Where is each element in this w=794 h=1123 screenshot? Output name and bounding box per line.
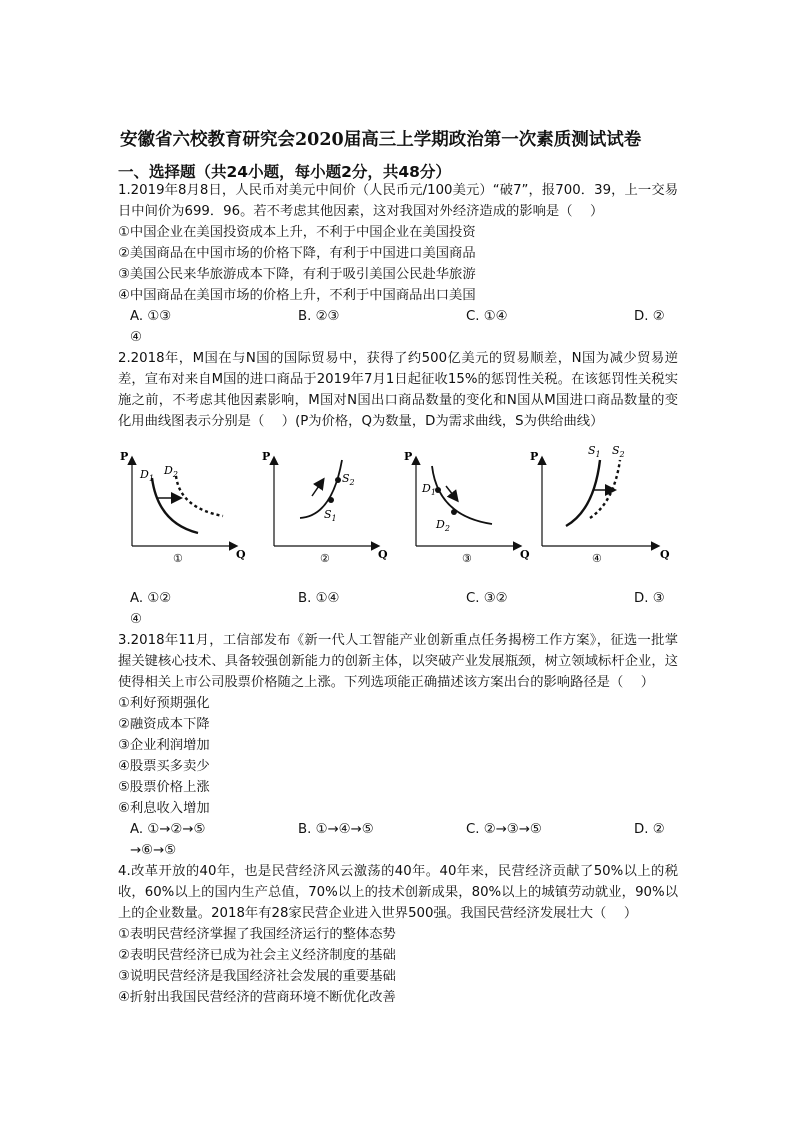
option-3: ③企业利润增加 xyxy=(118,738,210,753)
axis-q-label: Q xyxy=(520,548,530,561)
axis-p-label: P xyxy=(530,450,539,463)
option-3: ③说明民营经济是我国经济社会发展的重要基础 xyxy=(118,969,396,984)
point-s2 xyxy=(335,477,341,483)
svg-text:S2 xyxy=(612,444,625,459)
curve-label-1: D xyxy=(140,468,149,481)
point-label-d1: D xyxy=(422,482,431,495)
axis-q-label: Q xyxy=(378,548,388,561)
option-3: ③美国公民来华旅游成本下降，有利于吸引美国公民赴华旅游 xyxy=(118,267,476,282)
curve-label-1-sub: 1 xyxy=(595,450,601,459)
choice-d-continued: →⑥→⑤ xyxy=(130,843,177,858)
demand-curve xyxy=(432,466,492,524)
svg-text:S1 xyxy=(588,444,601,459)
choice-d-continued: ④ xyxy=(130,330,142,345)
axis-p-label: P xyxy=(262,450,271,463)
point-label-s2-sub: 2 xyxy=(349,478,355,487)
choice-d[interactable]: D. ③ xyxy=(634,591,665,606)
graph-number: ① xyxy=(173,552,183,565)
axis-q-label: Q xyxy=(236,548,246,561)
answer-choices xyxy=(118,819,678,840)
movement-arrow xyxy=(312,480,323,496)
svg-text:D1 xyxy=(139,468,154,483)
graph-4 xyxy=(528,438,678,583)
axis-q-label: Q xyxy=(660,548,670,561)
svg-text:D2 xyxy=(163,464,178,479)
point-label-d2: D xyxy=(436,518,445,531)
option-2: ②表明民营经济已成为社会主义经济制度的基础 xyxy=(118,948,396,963)
curve-d1 xyxy=(152,478,198,533)
graph-2 xyxy=(260,438,395,583)
choice-a[interactable]: A. ①② xyxy=(130,591,172,606)
svg-text:S2 xyxy=(342,472,355,487)
question-3-stem: 3.2018年11月，工信部发布《新一代人工智能产业创新重点任务揭榜工作方案》，征选一批掌握关键核心技术、具备较强创新能力的创新主体，以突破产业发展瓶颈，树立领域标杆企业，这使得相关上市公司股票价格随之上涨。下列选项能正确描述该方案出台的影响路径是（ ） xyxy=(118,633,678,690)
axis-p-label: P xyxy=(404,450,413,463)
option-1: ①利好预期强化 xyxy=(118,696,210,711)
option-2: ②美国商品在中国市场的价格下降，有利于中国进口美国商品 xyxy=(118,246,476,261)
movement-arrow xyxy=(446,486,457,500)
curve-label-2: S xyxy=(612,444,620,457)
option-4: ④中国商品在美国市场的价格上升，不利于中国商品出口美国 xyxy=(118,288,476,303)
graph-number: ③ xyxy=(462,552,472,565)
choice-d[interactable]: D. ② xyxy=(634,822,665,837)
axis-p-label: P xyxy=(120,450,129,463)
answer-choices xyxy=(118,588,678,609)
choice-d[interactable]: D. ② xyxy=(634,309,665,324)
point-label-d1-sub: 1 xyxy=(430,488,436,497)
svg-text:S1 xyxy=(324,508,337,523)
choice-d-continued: ④ xyxy=(130,612,142,627)
curve-s1 xyxy=(566,460,600,526)
page-title: 安徽省六校教育研究会2020届高三上学期政治第一次素质测试试卷 xyxy=(120,130,642,150)
supply-curve xyxy=(300,460,342,518)
choice-b[interactable]: B. ①④ xyxy=(298,591,340,606)
choice-a[interactable]: A. ①→②→⑤ xyxy=(130,822,206,837)
svg-text:D2 xyxy=(435,518,450,533)
option-5: ⑤股票价格上涨 xyxy=(118,780,210,795)
question-1 xyxy=(118,180,678,348)
question-1-stem: 1.2019年8月8日，人民币对美元中间价（人民币元/100美元）“破7”，报700．39，上一交易日中间价为699．96。若不考虑其他因素，这对我国对外经济造成的影响是（ ） xyxy=(118,183,678,219)
curve-label-2-sub: 2 xyxy=(619,450,625,459)
choice-c[interactable]: C. ①④ xyxy=(466,309,508,324)
curve-label-1-sub: 1 xyxy=(148,474,154,483)
question-4-stem: 4.改革开放的40年，也是民营经济风云激荡的40年。40年来，民营经济贡献了50%以上的税收，60%以上的国内生产总值，70%以上的技术创新成果，80%以上的城镇劳动就业，90%以上的企业数量。2018年有28家民营企业进入世界500强。我国民营经济发展壮大（ ） xyxy=(118,864,678,921)
point-d2 xyxy=(451,509,457,515)
option-4: ④折射出我国民营经济的营商环境不断优化改善 xyxy=(118,990,396,1005)
option-1: ①表明民营经济掌握了我国经济运行的整体态势 xyxy=(118,927,396,942)
questions xyxy=(118,180,678,1008)
point-s1 xyxy=(328,497,334,503)
answer-choices xyxy=(118,306,678,327)
question-2-stem: 2.2018年，M国在与N国的国际贸易中，获得了约500亿美元的贸易顺差，N国为减少贸易逆差，宣布对来自M国的进口商品于2019年7月1日起征收15%的惩罚性关税。在该惩罚性关税实施之前，不考虑其他因素影响，M国对N国出口商品数量的变化和N国从M国进口商品数量的变化用曲线图表示分别是（ ）(P为价格，Q为数量，D为需求曲线，S为供给曲线） xyxy=(118,351,678,429)
choice-b[interactable]: B. ②③ xyxy=(298,309,340,324)
graph-number: ② xyxy=(320,552,330,565)
curve-label-2: D xyxy=(164,464,173,477)
svg-text:D1 xyxy=(421,482,436,497)
choice-c[interactable]: C. ②→③→⑤ xyxy=(466,822,542,837)
graph-3 xyxy=(402,438,537,583)
question-3 xyxy=(118,630,678,861)
curve-d2 xyxy=(176,476,223,516)
choice-c[interactable]: C. ③② xyxy=(466,591,508,606)
graph-1 xyxy=(118,438,253,583)
graphs-row xyxy=(118,438,678,588)
option-2: ②融资成本下降 xyxy=(118,717,210,732)
curve-label-2-sub: 2 xyxy=(172,470,178,479)
choice-b[interactable]: B. ①→④→⑤ xyxy=(298,822,374,837)
point-label-d2-sub: 2 xyxy=(444,524,450,533)
point-label-s2: S xyxy=(342,472,350,485)
graph-number: ④ xyxy=(592,552,602,565)
question-4 xyxy=(118,861,678,1008)
option-4: ④股票买多卖少 xyxy=(118,759,210,774)
choice-a[interactable]: A. ①③ xyxy=(130,309,172,324)
point-label-s1-sub: 1 xyxy=(331,514,337,523)
section-heading: 一、选择题（共24小题，每小题2分，共48分） xyxy=(118,163,451,181)
point-label-s1: S xyxy=(324,508,332,521)
option-6: ⑥利息收入增加 xyxy=(118,801,210,816)
option-1: ①中国企业在美国投资成本上升，不利于中国企业在美国投资 xyxy=(118,225,476,240)
question-2 xyxy=(118,348,678,630)
curve-label-1: S xyxy=(588,444,596,457)
